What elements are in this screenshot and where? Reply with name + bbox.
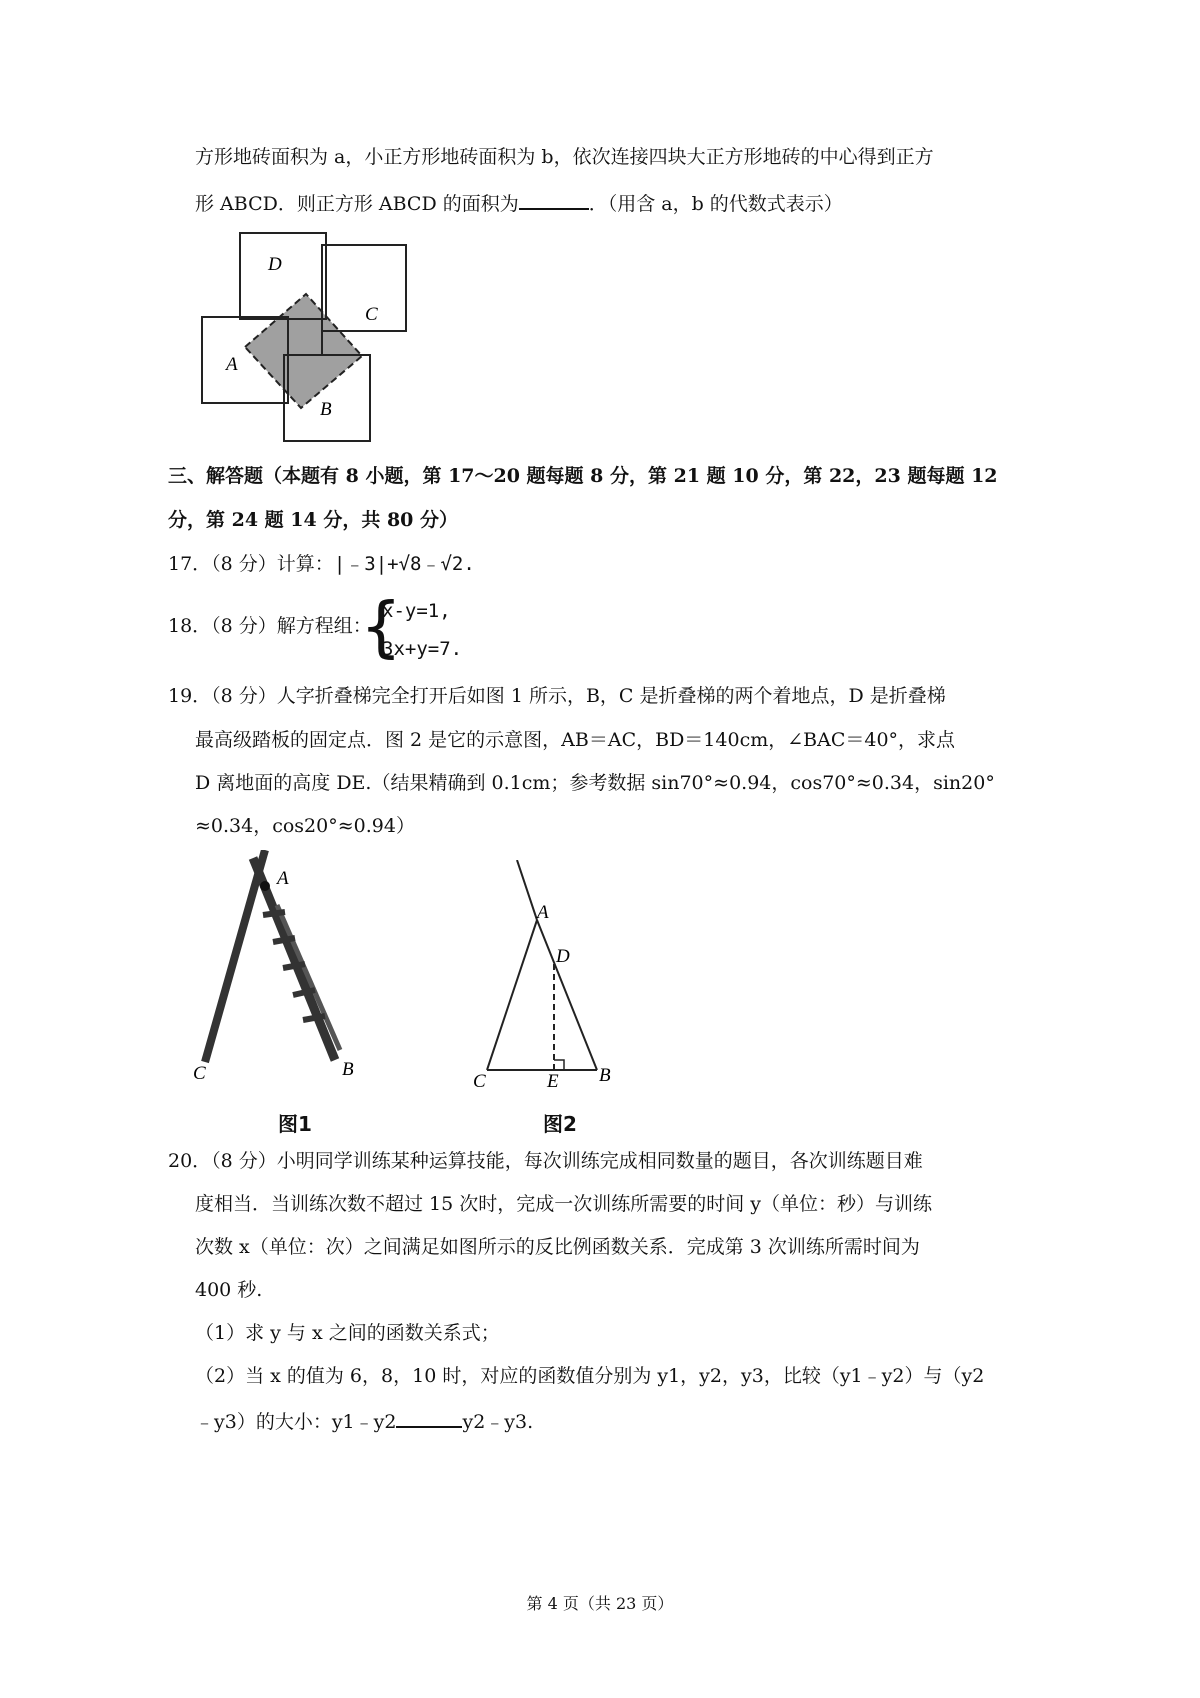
- q16-label-b: B: [320, 399, 332, 420]
- q19-line1: [168, 687, 946, 706]
- q16-label-d: D: [268, 254, 282, 275]
- q17-expression: |﹣3|+√8﹣√2.: [333, 553, 475, 575]
- ladder-step-1: [263, 912, 285, 915]
- fig1-caption: 图1: [278, 1112, 312, 1136]
- fig1-label-a: A: [277, 868, 289, 889]
- right-angle-mark: [554, 1060, 564, 1070]
- fig2-label-a: A: [537, 902, 549, 923]
- q20-part2-text-2a: ﹣y3）的大小：y1﹣y2: [195, 1411, 397, 1433]
- side-ab: [537, 920, 597, 1070]
- q18-equation-1: x-y=1,: [382, 600, 451, 622]
- q18-equation-2: 3x+y=7.: [382, 638, 463, 660]
- fig2-label-e: E: [547, 1071, 559, 1090]
- q20-text-1: 20．（8 分）小明同学训练某种运算技能，每次训练完成相同数量的题目，各次训练题目难: [168, 1150, 923, 1172]
- q19-line4: [195, 817, 415, 836]
- q19-text-1: 19．（8 分）人字折叠梯完全打开后如图 1 所示，B，C 是折叠梯的两个着地点，D 是折叠梯: [168, 685, 946, 707]
- q20-line3: [195, 1238, 920, 1257]
- q18-brace: {: [360, 588, 402, 665]
- ladder-step-5: [303, 1016, 325, 1020]
- q20-part1: [195, 1324, 500, 1343]
- q20-line4: [195, 1281, 262, 1300]
- fig1-label-c: C: [193, 1063, 206, 1084]
- q20-part2-text-1: （2）当 x 的值为 6，8，10 时，对应的函数值分别为 y1，y2，y3，比较（y1﹣y2）与（y2: [195, 1365, 985, 1387]
- triangle-figure-2: [465, 860, 635, 1090]
- q16-label-c: C: [365, 304, 378, 325]
- ac-extension: [517, 860, 537, 920]
- q20-part2-line2: [195, 1410, 533, 1432]
- page-footer: 第 4 页（共 23 页）: [526, 1594, 674, 1613]
- section3-text-1: 三、解答题（本题有 8 小题，第 17～20 题每题 8 分，第 21 题 10 分，第 22，23 题每题 12: [168, 465, 998, 487]
- fig2-caption: 图2: [543, 1112, 577, 1136]
- q19-line3: [195, 774, 995, 793]
- q16-label-a: A: [226, 354, 238, 375]
- q16-line2: [195, 192, 843, 214]
- side-ac: [487, 920, 537, 1070]
- q19-text-2: 最高级踏板的固定点．图 2 是它的示意图，AB＝AC，BD＝140cm，∠BAC＝40°，求点: [195, 729, 956, 751]
- q16-line1: [195, 148, 934, 167]
- q20-answer-blank[interactable]: [396, 1410, 462, 1428]
- ladder-inner-rail: [277, 905, 340, 1050]
- ladder-step-2: [273, 938, 295, 942]
- q20-text-4: 400 秒.: [195, 1279, 263, 1301]
- q16-answer-blank[interactable]: [519, 192, 589, 210]
- q16-text-1: 方形地砖面积为 a，小正方形地砖面积为 b，依次连接四块大正方形地砖的中心得到正方: [195, 146, 934, 168]
- ladder-hinge: [260, 881, 270, 891]
- fig2-label-b: B: [599, 1065, 611, 1086]
- q18: [168, 617, 372, 636]
- q20-text-2: 度相当．当训练次数不超过 15 次时，完成一次训练所需要的时间 y（单位：秒）与训练: [195, 1193, 933, 1215]
- ladder-figure-1: [185, 850, 385, 1085]
- q16-tile-figure: [190, 225, 420, 450]
- fig2-label-c: C: [473, 1071, 486, 1090]
- q18-text: 18．（8 分）解方程组：: [168, 615, 372, 637]
- q19-text-4: ≈0.34，cos20°≈0.94）: [195, 815, 415, 837]
- q20-line1: [168, 1152, 923, 1171]
- ladder-step-3: [283, 964, 305, 968]
- q19-line2: [195, 731, 955, 750]
- ladder-front-rail: [205, 850, 265, 1062]
- q16-text-2a: 形 ABCD．则正方形 ABCD 的面积为: [195, 193, 519, 215]
- fig1-label-b: B: [342, 1059, 354, 1080]
- fig2-label-d: D: [556, 946, 570, 967]
- tile-right-sq: [322, 245, 406, 331]
- q19-text-3: D 离地面的高度 DE.（结果精确到 0.1cm；参考数据 sin70°≈0.94，cos70°≈0.34，sin20°: [195, 772, 995, 794]
- q20-text-3: 次数 x（单位：次）之间满足如图所示的反比例函数关系．完成第 3 次训练所需时间为: [195, 1236, 920, 1258]
- q20-part2-line1: [195, 1367, 984, 1386]
- square-abcd: [245, 294, 362, 408]
- q20-part2-text-2b: y2﹣y3.: [462, 1411, 534, 1433]
- q17: [168, 555, 475, 574]
- section3-heading-line2: [168, 511, 458, 530]
- q17-text: 17．（8 分）计算：: [168, 553, 334, 575]
- section3-heading-line1: [168, 467, 998, 486]
- q16-text-2b: ．（用含 a，b 的代数式表示）: [588, 193, 843, 215]
- q20-part1-text: （1）求 y 与 x 之间的函数关系式；: [195, 1322, 500, 1344]
- q20-line2: [195, 1195, 932, 1214]
- section3-text-2: 分，第 24 题 14 分，共 80 分）: [168, 509, 459, 531]
